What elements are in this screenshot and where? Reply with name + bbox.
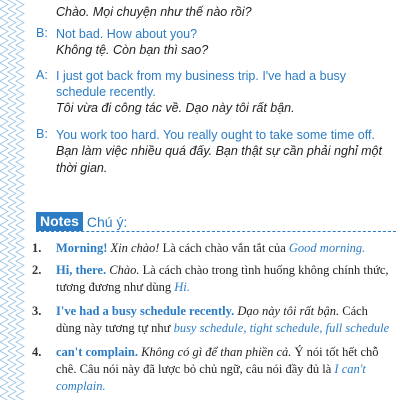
note-text: Là cách chào trong tình huống không chính thức, tương đương như dùng (56, 263, 389, 294)
note-number: 3. (32, 304, 42, 318)
note-number: 4. (32, 345, 42, 359)
dialog-line-2 (36, 26, 396, 59)
dialog-vi-text: Tôi vừa đi công tác về. Dạo này tôi rất bận. (56, 101, 295, 115)
notes-title: Chú ý: (86, 213, 128, 230)
note-item-3 (32, 303, 396, 337)
note-translation: Xin chào! (110, 241, 160, 255)
note-ref: busy schedule, tight schedule, full schedule (173, 321, 390, 335)
note-text: Cách dùng này tương tự như (56, 304, 368, 335)
note-item-4 (32, 344, 396, 395)
note-ref: I can't complain. (56, 362, 366, 393)
note-number: 1. (32, 241, 42, 255)
notes-divider (36, 231, 396, 232)
note-phrase: Morning! (56, 241, 108, 255)
note-phrase: can't complain. (56, 345, 138, 359)
note-ref: Good morning. (288, 241, 366, 255)
note-number: 2. (32, 263, 42, 277)
note-translation: Chào. (109, 263, 140, 277)
note-text: Ý nói tốt hết chỗ chê. Câu nói này đã lược bỏ chủ ngữ, câu nói đầy đủ là (56, 345, 379, 376)
note-phrase: Hi, there. (56, 263, 107, 277)
note-ref: Hi. (174, 280, 190, 294)
notes-header (36, 212, 127, 231)
note-text: Là cách chào vắn tắt của (159, 241, 289, 255)
page-content (32, 0, 396, 400)
note-translation: Dạo này tôi rất bận. (237, 304, 340, 318)
dialog-line-3 (36, 68, 396, 117)
dialog-en-text: I just got back from my business trip. I've had a busy schedule recently. (56, 69, 347, 99)
dialog-line-4 (36, 127, 396, 177)
dialog-vi-text: Không tệ. Còn bạn thì sao? (56, 43, 209, 57)
dialog-line-1 (36, 4, 396, 21)
speaker-label: B: (36, 127, 48, 141)
decorative-border-pattern (0, 0, 26, 400)
note-translation: Không có gì để than phiền cả. (141, 345, 292, 359)
dialog-vi-text: Bạn làm việc nhiều quá đấy. Bạn thật sự cần phải nghỉ một thời gian. (56, 144, 382, 175)
notes-badge: Notes (36, 212, 83, 231)
dialog-vi-text: Chào. Mọi chuyện như thế nào rồi? (56, 5, 252, 19)
speaker-label: A: (36, 68, 48, 82)
note-item-1 (32, 240, 396, 257)
speaker-label: B: (36, 26, 48, 40)
dialog-en-text: Not bad. How about you? (56, 27, 198, 41)
note-phrase: I've had a busy schedule recently. (56, 304, 235, 318)
note-item-2 (32, 262, 396, 296)
dialog-en-text: You work too hard. You really ought to take some time off. (56, 128, 375, 142)
